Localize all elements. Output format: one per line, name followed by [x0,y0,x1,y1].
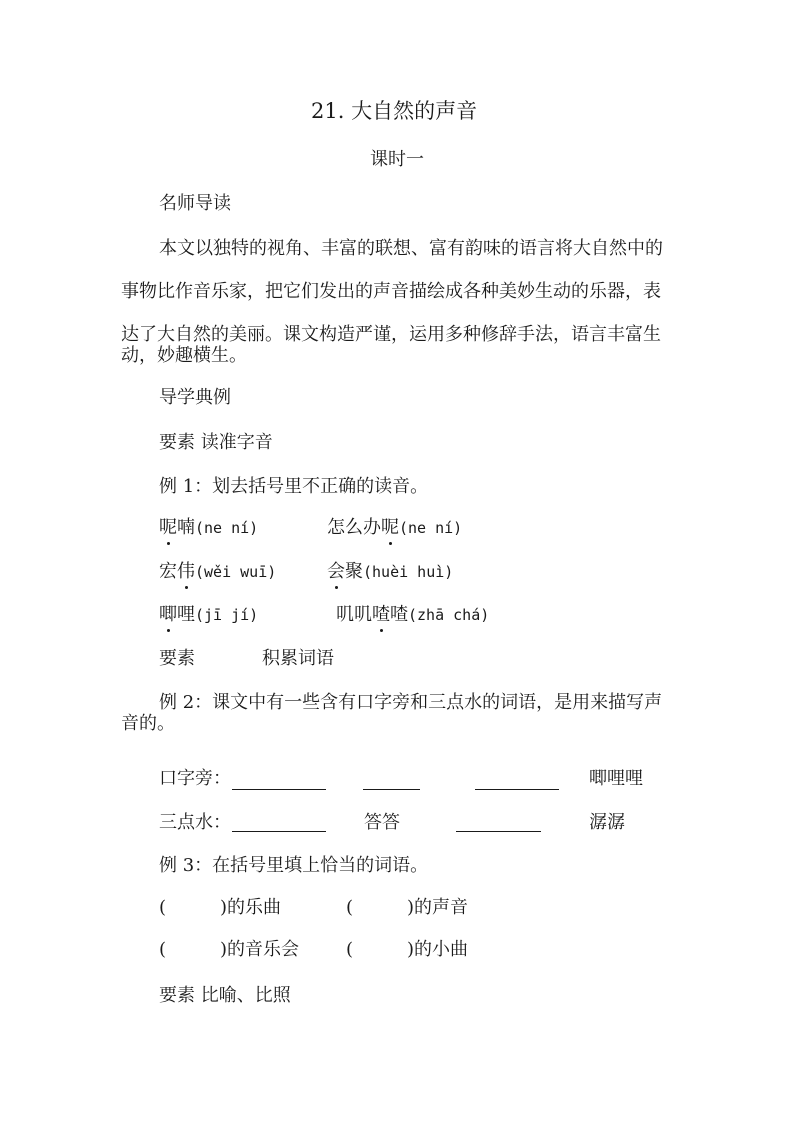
element-heading-1: 要素 读准字音 [159,432,273,453]
pinyin-item: 叽叽喳喳(zhā chá) [336,604,490,625]
guide-paragraph-line: 动，妙趣横生。 [121,345,247,366]
element-heading-2-value: 积累词语 [262,648,334,669]
pinyin-item: 唧哩(jī jí) [159,604,259,625]
answer-blank[interactable] [363,789,420,790]
answer-blank[interactable] [456,831,541,832]
element-heading-2-label: 要素 [159,648,195,669]
guide-heading: 名师导读 [159,193,231,214]
fill-in-item[interactable]: ( )的小曲 [346,939,469,960]
page-title: 21. 大自然的声音 [311,99,478,123]
example-2-question: 例 2：课文中有一些含有口字旁和三点水的词语，是用来描写声 [159,692,663,713]
pinyin-item: 宏伟(wěi wuī) [159,561,277,582]
example-3-question: 例 3：在括号里填上恰当的词语。 [159,855,429,876]
guide-paragraph-line: 本文以独特的视角、丰富的联想、富有韵味的语言将大自然中的 [159,238,663,259]
fill-in-item[interactable]: ( )的声音 [346,897,469,918]
lesson-subtitle: 课时一 [370,149,424,170]
fill-in-item[interactable]: ( )的乐曲 [159,897,282,918]
element-heading-3: 要素 比喻、比照 [159,985,291,1006]
example-1-question: 例 1：划去括号里不正确的读音。 [159,476,429,497]
guide-paragraph-line: 达了大自然的美丽。课文构造严谨，运用多种修辞手法，语言丰富生 [121,324,661,345]
examples-heading: 导学典例 [159,387,231,408]
example-word: 潺潺 [589,812,625,833]
fill-in-item[interactable]: ( )的音乐会 [159,939,300,960]
example-word: 答答 [364,812,400,833]
pinyin-item: 怎么办呢(ne ní) [327,517,463,538]
answer-blank[interactable] [475,789,559,790]
guide-paragraph-line: 事物比作音乐家，把它们发出的声音描绘成各种美妙生动的乐器，表 [121,281,661,302]
example-2-question-cont: 音的。 [121,713,175,734]
pinyin-item: 会聚(huèi huì) [327,561,454,582]
mouth-radical-label: 口字旁： [159,768,231,789]
example-word: 唧哩哩 [589,768,643,789]
water-radical-label: 三点水： [159,812,231,833]
answer-blank[interactable] [232,831,326,832]
pinyin-item: 呢喃(ne ní) [159,517,259,538]
answer-blank[interactable] [232,789,326,790]
